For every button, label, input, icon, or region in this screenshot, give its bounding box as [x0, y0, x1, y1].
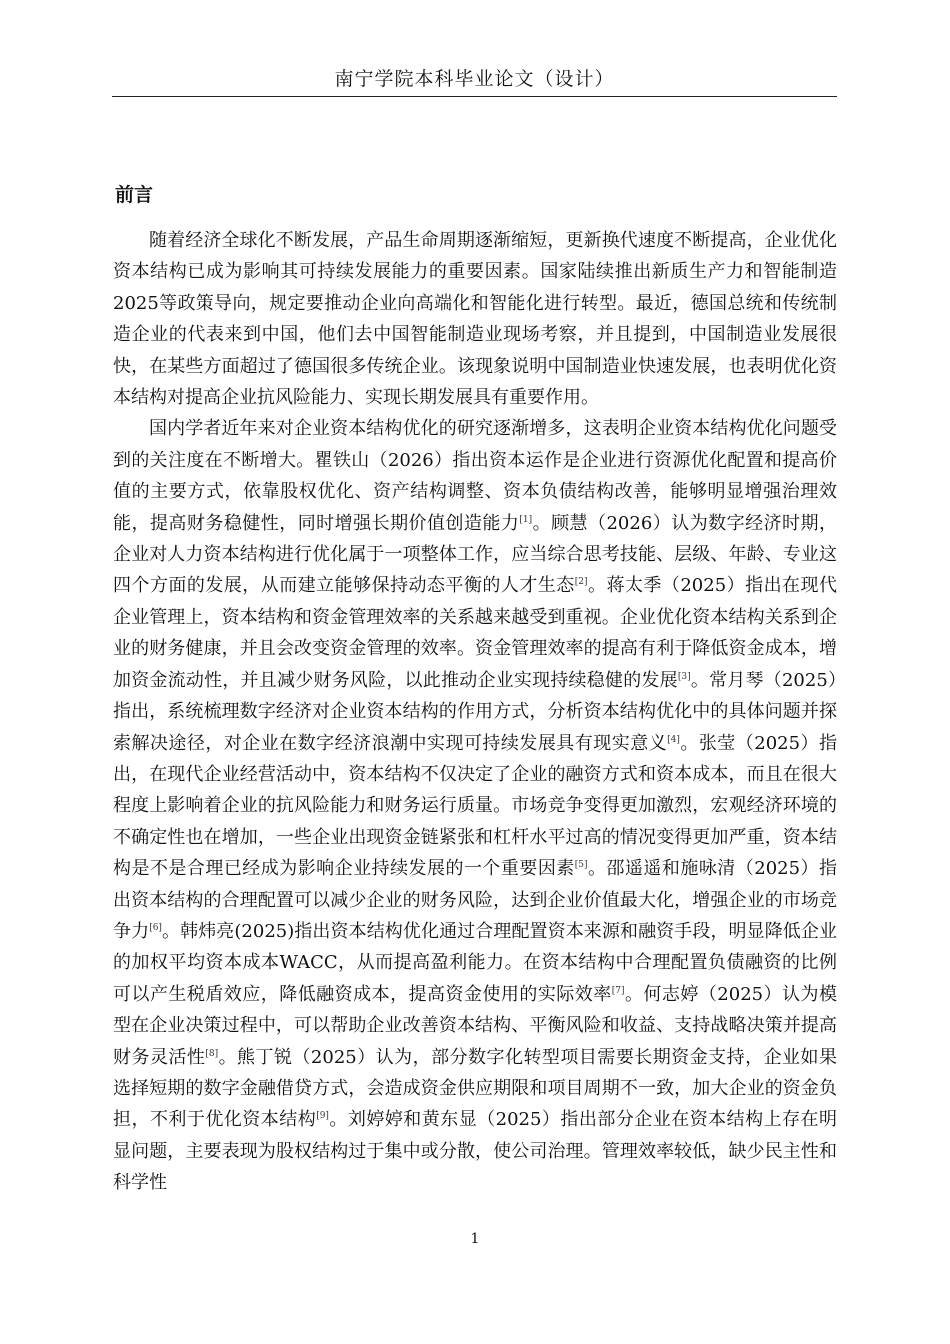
citation-ref: [8] — [205, 1048, 219, 1059]
body-text — [113, 225, 837, 1199]
citation-ref: [7] — [611, 985, 625, 996]
citation-ref: [5] — [574, 860, 588, 871]
text-segment: 。邵遥遥和施咏清（2025）指出资本结构的合理配置可以减少企业的财务风险，达到企业价值最大化，增强企业的市场竞争力 — [113, 858, 837, 942]
citation-ref: [2] — [574, 577, 588, 588]
paragraph-1 — [113, 225, 837, 413]
citation-ref: [6] — [149, 922, 162, 933]
text-segment: 。顾慧（2026）认为数字经济时期，企业对人力资本结构进行优化属于一项整体工作，应当综合思考技能、层级、年龄、专业这四个方面的发展，从而建立能够保持动态平衡的人才生态 — [113, 512, 838, 597]
text-segment: 。张莹（2025）指出，在现代企业经营活动中，资本结构不仅决定了企业的融资方式和资本成本，而且在很大程度上影响着企业的抗风险能力和财务运行质量。市场竞争变得更加激烈，宏观经济环境的不确定性也在增加，一些企业出现资金链紧张和杠杆水平过高的情况变得更加严重，资本结构是不是合理已经成为影响企业持续发展的一个重要因素 — [113, 732, 837, 880]
citation-ref: [3] — [677, 671, 691, 682]
paragraph-2 — [113, 413, 837, 1198]
text-segment: 。韩炜亮(2025)指出资本结构优化通过合理配置资本来源和融资手段，明显降低企业的加权平均资本成本WACC，从而提高盈利能力。在资本结构中合理配置负债融资的比例可以产生税盾效应，降低融资成本，提高资金使用的实际效率 — [113, 920, 837, 1005]
section-title: 前言 — [115, 184, 154, 206]
text-segment: 。熊丁锐（2025）认为，部分数字化转型项目需要长期资金支持，企业如果选择短期的数字金融借贷方式，会造成资金供应期限和项目周期不一致，加大企业的资金负担，不利于优化资本结构 — [113, 1046, 837, 1131]
text-segment: 。刘婷婷和黄东显（2025）指出部分企业在资本结构上存在明显问题，主要表现为股权结构过于集中或分散，使公司治理。管理效率较低，缺少民主性和科学性 — [113, 1109, 837, 1194]
text-segment: 。何志婷（2025）认为模型在企业决策过程中，可以帮助企业改善资本结构、平衡风险和收益、支持战略决策并提高财务灵活性 — [113, 983, 838, 1068]
page-number: 1 — [470, 1231, 480, 1247]
running-header: 南宁学院本科毕业论文（设计） — [334, 68, 615, 90]
citation-ref: [4] — [667, 734, 680, 745]
text-segment: 。常月琴（2025）指出，系统梳理数字经济对企业资本结构的作用方式，分析资本结构优化中的具体问题并探索解决途径，对企业在数字经济浪潮中实现可持续发展具有现实意义 — [113, 669, 838, 754]
citation-ref: [9] — [316, 1111, 329, 1122]
header-rule — [112, 96, 837, 97]
text-segment: 。蒋太季（2025）指出在现代企业管理上，资本结构和资金管理效率的关系越来越受到重视。企业优化资本结构关系到企业的财务健康，并且会改变资金管理的效率。资金管理效率的提高有利于降低资金成本，增加资金流动性，并且减少财务风险，以此推动企业实现持续稳健的发展 — [113, 575, 837, 691]
citation-ref: [1] — [519, 514, 533, 525]
text-segment: 国内学者近年来对企业资本结构优化的研究逐渐增多，这表明企业资本结构优化问题受到的关注度在不断增大。瞿铁山（2026）指出资本运作是企业进行资源优化配置和提高价值的主要方式，依靠股权优化、资产结构调整、资本负债结构改善，能够明显增强治理效能，提高财务稳健性，同时增强长期价值创造能力 — [113, 418, 837, 534]
text-segment: 随着经济全球化不断发展，产品生命周期逐渐缩短，更新换代速度不断提高，企业优化资本结构已成为影响其可持续发展能力的重要因素。国家陆续推出新质生产力和智能制造2025等政策导向，规定要推动企业向高端化和智能化进行转型。最近，德国总统和传统制造企业的代表来到中国，他们去中国智能制造业现场考察，并且提到，中国制造业发展很快，在某些方面超过了德国很多传统企业。该现象说明中国制造业快速发展，也表明优化资本结构对提高企业抗风险能力、实现长期发展具有重要作用。 — [113, 230, 837, 409]
